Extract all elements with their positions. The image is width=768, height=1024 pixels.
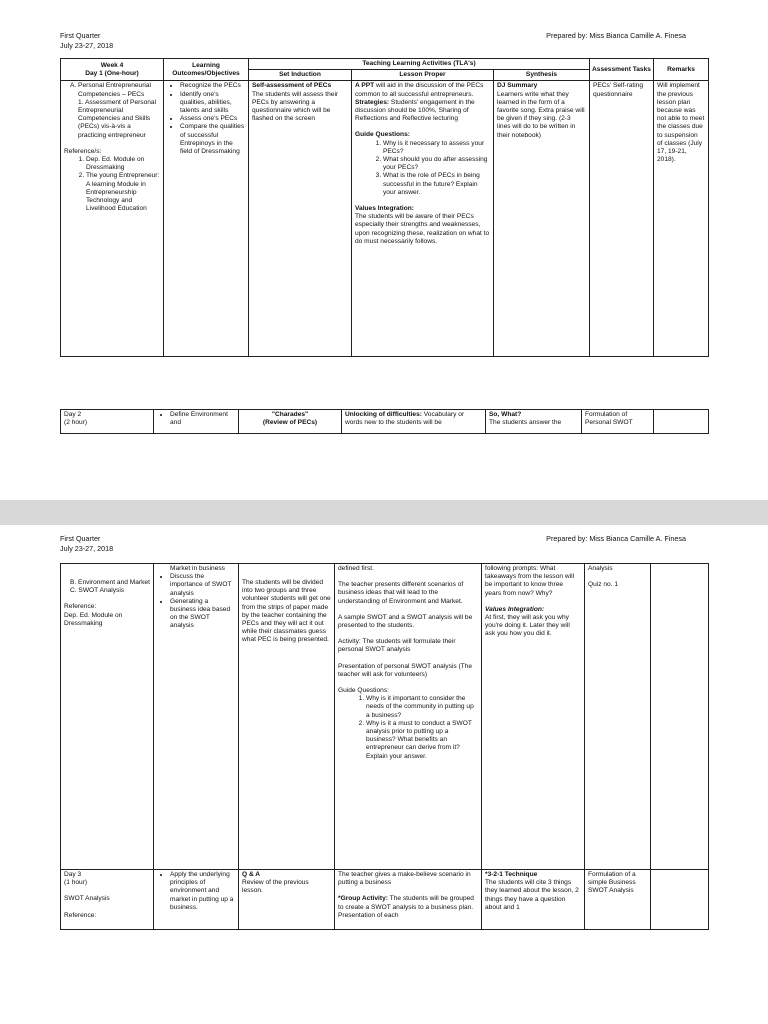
topic-c: C. SWOT Analysis [70,587,125,595]
day2-assessment-cell: Formulation of Personal SWOT [582,410,654,434]
guide-question: 2. What should you do after assessing your PECs? [383,156,490,172]
set-induction-text: The students will assess their PECs by answering a questionnaire which will be flashed on the screen [252,90,339,123]
reference-list [64,156,160,213]
day2-label-cell: Day 2 (2 hour) [61,410,154,434]
reference-label: Reference: [64,911,97,919]
page-header-left [60,31,113,50]
objective-continued: Market in business [170,565,225,572]
quiz-label: Quiz no. 1 [588,581,619,589]
lp-continued: defined first. [338,565,374,572]
synthesis-continued: following prompts: What takeaways from the lesson will be important to know three years from now? Why? [485,565,575,597]
guide-questions-title: Guide Questions: [355,131,410,139]
day2-lesson-proper-cont-cell [335,564,482,870]
synthesis-text: Learners write what they learned in the form of a favorite song. Extra praise will be given if they sing. (2-3 lines will do to be written in their notebook) [497,90,585,139]
lp-sample-swot: A sample SWOT and a SWOT analysis will be presented to the students. [338,613,473,630]
objective-item: • Generating a business idea based on the SWOT analysis [170,598,235,631]
day1-synthesis-cell [494,81,590,357]
learning-outcomes-header: Learning Outcomes/Objectives [164,59,249,81]
topic-a-sub: 1. Assessment of Personal Entrepreneurial Competencies and Skills (PECs) vis-à-vis a practicing entrepreneur [78,98,157,139]
lesson-plan-table-day2-start [60,409,709,434]
day2-synthesis-cell: So, What? The students answer the [486,410,582,434]
objective-item: • Identify one's qualities, abilities, talents and skills [180,91,245,116]
topic-b: B. Environment and Market [70,579,150,586]
reference-item: 2. The young Entrepreneur: A learning Module in Entrepreneurship Technology and Livelihood Education [86,172,160,213]
day3-objective-cell [154,870,239,930]
reference-item: Dep. Ed. Module on Dressmaking [64,611,123,627]
day2-remarks-cell [654,410,709,434]
day1-assessment-cell: PECs' Self-rating questionnaire [590,81,654,357]
day3-remarks-cell [651,870,709,930]
day2-set-induction-cell: "Charades" (Review of PECs) [239,410,342,434]
guide-question: 3. What is the role of PECs in being successful in the future? Explain your answer. [383,172,490,197]
objective-item: • Compare the qualities of successful Entrepinoys in the field of Dressmaking [180,123,245,156]
reference-label: Reference: [64,603,97,611]
reference-item: 1. Dep. Ed. Module on Dressmaking [86,156,160,172]
set-induction-header: Set Induction [249,70,352,81]
day3-lesson-proper-cell: The teacher gives a make-believe scenario in putting a business *Group Activity: The students will be grouped to create a SWOT analysis to a business plan. Presentation of each [335,870,482,930]
day2-synthesis-cont-cell [482,564,585,870]
lesson-plan-table-day2-day3 [60,563,709,930]
day1-set-induction-cell [249,81,352,357]
reference-label: Reference/s: [64,147,102,155]
objective-item: • Assess one's PECs [180,115,245,123]
day2-objectives-cont-cell [154,564,239,870]
guide-question: 1. Why is it important to consider the needs of the community in putting up a business? [366,695,478,720]
day3-assessment-cell: Formulation of a simple Business SWOT Analysis [585,870,651,930]
day2-topic-cell [61,564,154,870]
quarter-label: First Quarter [60,534,101,543]
day3-topic: SWOT Analysis [64,895,110,903]
lp-strategies: Strategies: Students' engagement in the discussion should be 100%, Sharing of Reflections and Reflective lecturing [355,98,475,123]
values-integration-title: Values Integration: [355,205,414,213]
day3-synthesis-cell: *3-2-1 Technique The students will cite 3 things they learned about the lesson, 2 things they have a question about and 1 [482,870,585,930]
quarter-label: First Quarter [60,31,101,40]
values-integration-title: Values Integration: [485,605,545,613]
lesson-proper-header: Lesson Proper [352,70,494,81]
day1-topic-cell [61,81,164,357]
synthesis-header: Synthesis [494,70,590,81]
lp-scenarios: The teacher presents different scenarios of business ideas that will lead to the understanding of Environment and Market. [338,581,464,605]
day1-remarks-cell: Will implement the previous lesson plan because was not able to meet the classes due to suspension of classes (July 17, 19-21, 2018). [654,81,709,357]
guide-questions-list [338,695,478,761]
group-activity: *Group Activity: The students will be grouped to create a SWOT analysis to a business plan. Presentation of each [338,895,474,919]
objective-item: • Discuss the importance of SWOT analysis [170,573,235,598]
objective-item: • Define Environment and [170,411,235,427]
assessment-tasks-header: Assessment Tasks [590,59,654,81]
date-range: July 23-27, 2018 [60,543,114,553]
document-page-2 [0,525,768,1024]
document-page-1 [0,0,768,500]
day3-set-induction-cell: Q & A Review of the previous lesson. [239,870,335,930]
guide-questions-title: Guide Questions: [338,687,389,695]
day2-assessment-cont-cell: Analysis Quiz no. 1 [585,564,651,870]
topic-a: A. Personal Entrepreneurial Competencies – PECs [70,82,152,98]
objective-list [157,573,235,630]
prepared-by: Prepared by: Miss Bianca Camille A. Finesa [546,31,686,40]
date-range: July 23-27, 2018 [60,40,114,50]
day3-label-cell: Day 3 (1 hour) SWOT Analysis Reference: [61,870,154,930]
day1-lesson-proper-cell [352,81,494,357]
day2-lesson-proper-cell: Unlocking of difficulties: Vocabulary or words new to the students will be [342,410,486,434]
lp-activity: Activity: The students will formulate their personal SWOT analysis [338,638,456,654]
guide-questions-list [355,140,490,197]
objective-item: • Apply the underlying principles of environment and market in putting up a business. [170,871,235,912]
values-integration-text: The students will be aware of their PECs especially their strengths and weaknesses, upon recognizing these, realization on what to do must necessarily follows. [355,213,490,245]
day1-objectives-cell [164,81,249,357]
guide-question: 1. Why is it necessary to assess your PECs? [383,140,490,156]
prepared-by: Prepared by: Miss Bianca Camille A. Finesa [546,534,686,543]
lesson-plan-table-week4-day1 [60,58,709,357]
day2-remarks-cont-cell [651,564,709,870]
lp-presentation: Presentation of personal SWOT analysis (The teacher will ask for volunteers) [338,662,473,678]
values-integration-text: At first, they will ask you why you're doing it. Later they will ask you how you did it. [485,614,570,638]
day2-set-induction-cont-cell [239,564,335,870]
page-header-left [60,534,113,553]
set-induction-title: Self-assessment of PECs [252,82,332,90]
objective-list [167,82,245,156]
synthesis-title: DJ Summary [497,82,538,90]
tla-header: Teaching Learning Activities (TLA's) [249,59,590,70]
week-day-header: Week 4 Day 1 (One-hour) [61,59,164,81]
day2-objective-cell [154,410,239,434]
guide-question: 2. Why is it a must to conduct a SWOT analysis prior to putting up a business? What benefits an entrepreneur can derive from it? Explain your answer. [366,720,478,761]
set-induction-text: The students will be divided into two groups and three volunteer students will get one from the strips of paper made by the teacher containing the PECs and they will act it out while their classmates guess what PEC is being presented. [242,579,331,644]
objective-item: • Recognize the PECs [180,82,245,90]
remarks-header: Remarks [654,59,709,81]
lp-ppt: A PPT will aid in the discussion of the PECs common to all successful entrepreneurs. [355,82,484,98]
